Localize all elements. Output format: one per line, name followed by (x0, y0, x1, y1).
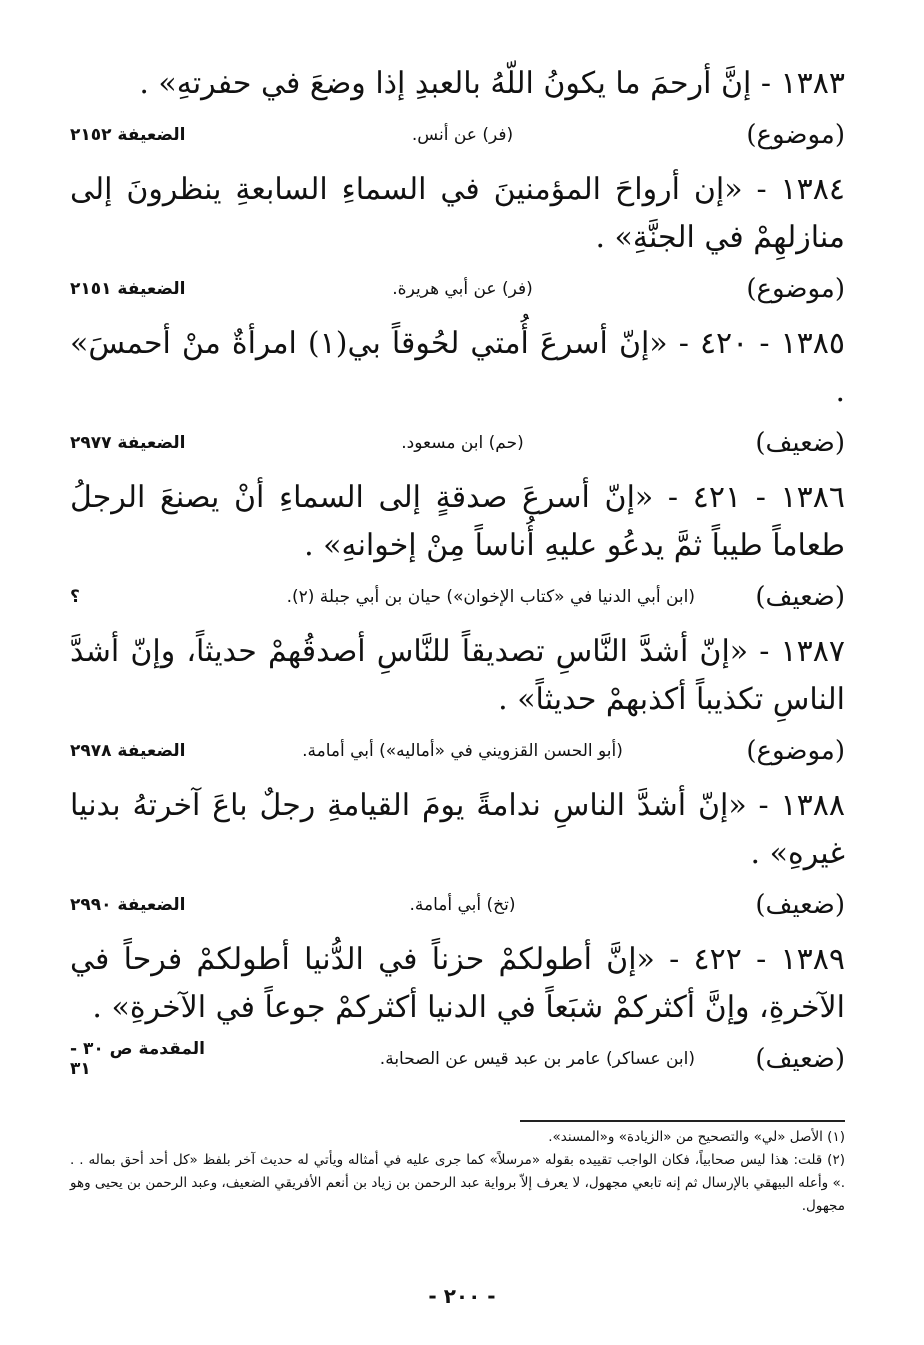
hadith-reference-line (70, 416, 845, 470)
grade-label: (موضوع) (746, 736, 845, 766)
hadith-reference-line (70, 108, 845, 162)
source-text: (تخ) أبي أمامة. (409, 895, 516, 915)
cross-reference: الضعيفة ٢٩٧٧ (70, 433, 186, 453)
hadith-text: ١٣٨٤ - «إن أرواحَ المؤمنينَ في السماءِ السابعةِ ينظرونَ إلى منازلهِمْ في الجنَّةِ» . (70, 172, 845, 255)
footnotes (70, 1126, 845, 1218)
source-text: (ابن عساكر) عامر بن عبد قيس عن الصحابة. (379, 1049, 695, 1069)
cross-reference: ؟ (70, 587, 80, 607)
hadith-text: ١٣٨٦ - ٤٢١ - «إنّ أسرعَ صدقةٍ إلى السماءِ أنْ يصنعَ الرجلُ طعاماً طيباً ثمَّ يدعُو عليهِ أُناساً مِنْ إخوانهِ» . (70, 480, 845, 563)
source-text: (فر) عن أبي هريرة. (392, 279, 533, 299)
source-text: (حم) ابن مسعود. (401, 433, 524, 453)
grade-label: (موضوع) (746, 120, 845, 150)
hadith-text: ١٣٨٨ - «إنّ أشدَّ الناسِ ندامةً يومَ القيامةِ رجلٌ باعَ آخرتهُ بدنيا غيرهِ» . (70, 788, 845, 871)
cross-reference: الضعيفة ٢٩٧٨ (70, 741, 186, 761)
cross-reference: المقدمة ص ٣٠ - ٣١ (70, 1039, 205, 1079)
grade-label: (ضعيف) (755, 1044, 845, 1074)
source-text: (فر) عن أنس. (411, 125, 514, 145)
hadith-entry-1384 (70, 166, 845, 316)
hadith-reference-line (70, 724, 845, 778)
hadith-text: ١٣٨٣ - إنَّ أرحمَ ما يكونُ اللّهُ بالعبدِ إذا وضعَ في حفرتهِ» . (139, 66, 845, 101)
source-text: (ابن أبي الدنيا في «كتاب الإخوان») حيان بن أبي جبلة (٢). (286, 587, 695, 607)
grade-label: (موضوع) (746, 274, 845, 304)
cross-reference: الضعيفة ٢١٥١ (70, 279, 186, 299)
hadith-reference-line (70, 570, 845, 624)
grade-label: (ضعيف) (755, 428, 845, 458)
grade-label: (ضعيف) (755, 582, 845, 612)
hadith-entry-1388 (70, 782, 845, 932)
footnote-1: (١) الأصل «لي» والتصحيح من «الزيادة» و«المسند». (548, 1129, 845, 1145)
hadith-reference-line (70, 878, 845, 932)
hadith-entry-1386 (70, 474, 845, 624)
footnote-divider (520, 1120, 845, 1122)
source-text: (أبو الحسن القزويني في «أماليه») أبي أمامة. (302, 741, 623, 761)
hadith-entry-1389 (70, 936, 845, 1086)
hadith-text: ١٣٨٧ - «إنّ أشدَّ النَّاسِ تصديقاً للنَّاسِ أصدقُهمْ حديثاً، وإنّ أشدَّ الناسِ تكذيباً أكذبهمْ حديثاً» . (70, 634, 845, 717)
cross-reference: الضعيفة ٢١٥٢ (70, 125, 186, 145)
grade-label: (ضعيف) (755, 890, 845, 920)
hadith-text: ١٣٨٥ - ٤٢٠ - «إنّ أسرعَ أُمتي لحُوقاً بي(١) امرأةٌ منْ أحمسَ» . (70, 326, 845, 409)
page-number: - ٢٠٠ - (428, 1284, 496, 1308)
hadith-reference-line (70, 262, 845, 316)
hadith-entry-1385 (70, 320, 845, 470)
cross-reference: الضعيفة ٢٩٩٠ (70, 895, 186, 915)
hadith-reference-line (70, 1032, 845, 1086)
hadith-text: ١٣٨٩ - ٤٢٢ - «إنَّ أطولكمْ حزناً في الدُّنيا أطولكمْ فرحاً في الآخرةِ، وإنَّ أكثركمْ شبَعاً في الدنيا أكثركمْ جوعاً في الآخرةِ» . (70, 942, 845, 1025)
footnote-2: (٢) قلت: هذا ليس صحابياً، فكان الواجب تقييده بقوله «مرسلاً» كما جرى عليه في أمثاله ويأتي له حديث آخر بلفظ «كل أحد أحق بماله . . .» وأعله البيهقي بالإرسال ثم إنه تابعي مجهول، لا يعرف إلاّ برواية عبد الرحمن بن زياد بن أنعم الأفريقي الضعيف، وعبد الرحمن بن يحيى وهو مجهول. (70, 1152, 845, 1214)
page-body (70, 60, 845, 1090)
hadith-entry-1387 (70, 628, 845, 778)
hadith-entry-1383 (70, 60, 845, 162)
